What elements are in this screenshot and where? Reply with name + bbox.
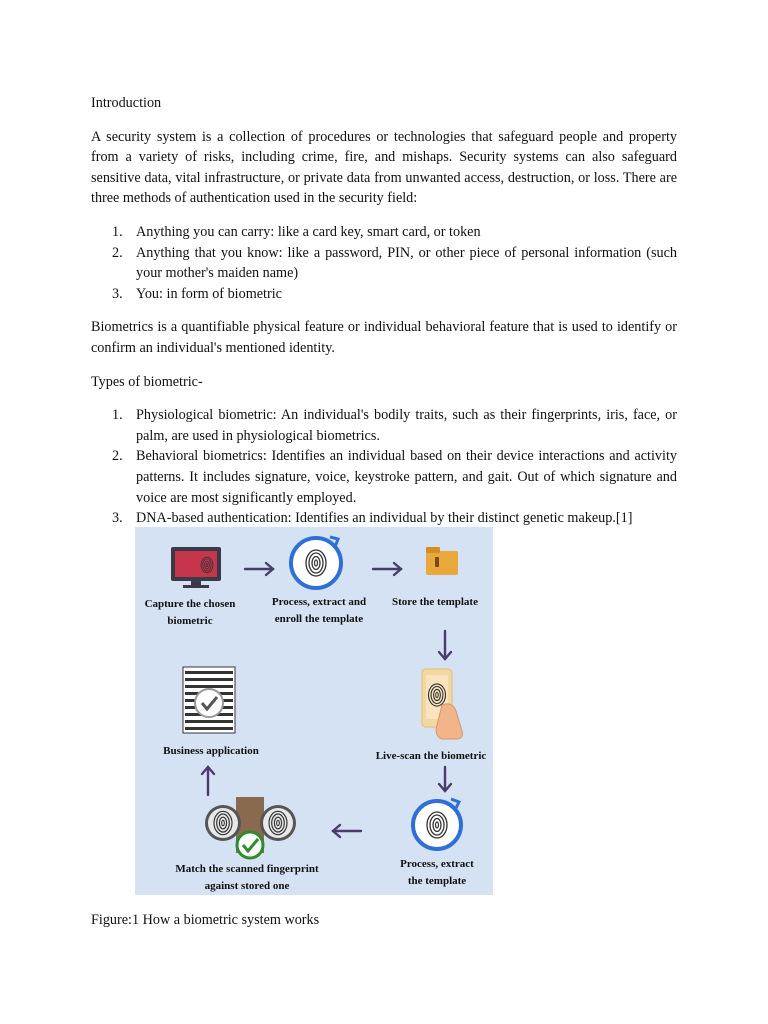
figure-caption: Figure:1 How a biometric system works <box>91 912 320 928</box>
arrow-right-icon <box>373 563 401 575</box>
list-item: 1. Anything you can carry: like a card key, smart card, or token <box>112 223 481 240</box>
store-label: Store the template <box>392 596 478 608</box>
process-label-1: Process, extract and <box>271 596 367 608</box>
match-label-2: against stored one <box>204 880 290 892</box>
match-fingerprint-icon <box>205 797 296 858</box>
building-icon <box>183 667 235 733</box>
arrow-down-icon <box>439 767 451 791</box>
intro-paragraph: A security system is a collection of procedures or technologies that safeguard people and property from a variety of risks, including crime, fire, and mishaps. Security systems can also safeguard sensitive data, vital infrastructure, or private data from unwanted access, destruction, or loss. There are three methods of authentication used in the security field: <box>91 128 677 207</box>
arrow-left-icon <box>333 825 361 837</box>
list-item: 2. Behavioral biometrics: Identifies an individual based on their device interactions and activity patterns. It includes signature, voice, keystroke pattern, and gait. Out of which signature and voice are most significantly employed. <box>112 448 677 506</box>
list-item: 2. Anything that you know: like a password, PIN, or other piece of personal information (such your mother's maiden name) <box>112 244 677 282</box>
auth-methods-list <box>91 222 677 304</box>
arrow-right-icon <box>245 563 273 575</box>
phone-scan-icon <box>422 669 462 739</box>
process2-label-2: the template <box>407 875 467 887</box>
process-label-2: enroll the template <box>274 613 364 625</box>
monitor-fingerprint-icon <box>171 547 221 588</box>
biometrics-paragraph: Biometrics is a quantifiable physical feature or individual behavioral feature that is used to identify or confirm an individual's mentioned identity. <box>91 319 677 356</box>
list-item: 3. You: in form of biometric <box>112 285 282 302</box>
fingerprint-ring-icon <box>413 799 461 849</box>
business-label: Business application <box>163 745 259 757</box>
arrow-down-icon <box>439 631 451 659</box>
section-heading: Introduction <box>91 95 162 111</box>
folder-icon <box>426 547 458 575</box>
capture-label-1: Capture the chosen <box>144 598 236 610</box>
biometric-system-figure <box>135 527 493 895</box>
match-label-1: Match the scanned fingerprint <box>175 863 319 875</box>
fingerprint-ring-icon <box>291 537 341 588</box>
list-item: 1. Physiological biometric: An individual's bodily traits, such as their fingerprints, iris, face, or palm, are used in physiological biometrics. <box>112 407 677 444</box>
document-body <box>91 93 677 529</box>
types-heading: Types of biometric- <box>91 373 203 390</box>
list-item: 3. DNA-based authentication: Identifies an individual by their distinct genetic makeup.[1] <box>112 510 633 527</box>
livescan-label: Live-scan the biometric <box>375 750 487 762</box>
biometric-types-list <box>91 405 677 529</box>
process2-label-1: Process, extract <box>400 858 474 870</box>
arrow-up-icon <box>202 767 214 795</box>
figure-diagram <box>135 527 493 895</box>
capture-label-2: biometric <box>167 615 213 627</box>
